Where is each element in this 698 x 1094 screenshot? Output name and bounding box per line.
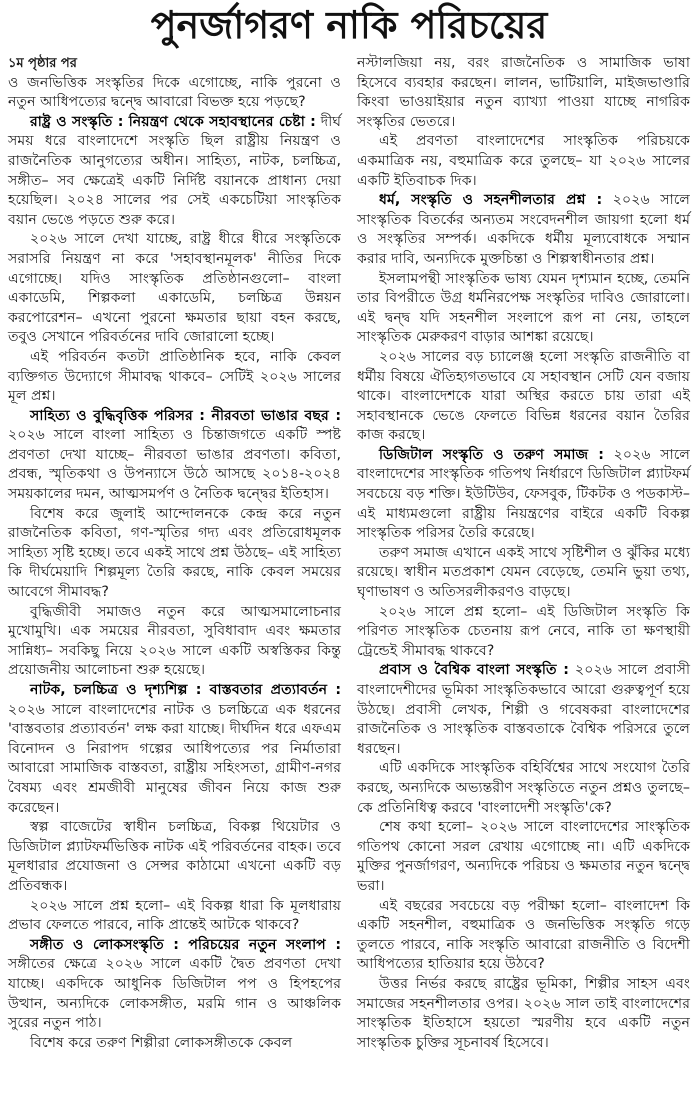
paragraph-text: এই বছরের সবচেয়ে বড় পরীক্ষা হলো– বাংলাদেশ কি একটি সহনশীল, বহুমাত্রিক ও জনভিত্তিক সংস্কৃতি গড়ে তুলতে পারবে, নাকি সংস্কৃতি আবারো রাজনীতি ও বিদেশী আধিপত্যের হাতিয়ার হয়ে উঠবে? [357,897,690,973]
article-paragraph [8,603,341,681]
headline: পুনর্জাগরণ নাকি পরিচয়ের [150,3,548,47]
paragraph-text: স্বল্প বাজেটের স্বাধীন চলচ্চিত্র, বিকল্প থিয়েটার ও ডিজিটাল প্ল্যাটফর্মভিত্তিক নাটক এই পরিবর্তনের বাহক। তবে মূলধারার প্রযোজনা ও সেন্সর কাঠামো এখনো একটি বড় প্রতিবন্ধক। [8,819,341,894]
section-subheading: ধর্ম, সংস্কৃতি ও সহনশীলতার প্রশ্ন : [379,192,603,209]
paragraph-text: বুদ্ধিজীবী সমাজও নতুন করে আত্মসমালোচনার মুখোমুখি। এক সময়ের নীরবতা, সুবিধাবাদ এবং ক্ষমতার সান্নিধ্য– সবকিছু নিয়ে ২০২৬ সালে একটি অস্বস্তিকর কিন্তু প্রয়োজনীয় আলোচনা শুরু হয়েছে। [8,603,341,679]
paragraph-text: ২০২৬ সালে প্রশ্ন হলো– এই ডিজিটাল সংস্কৃতি কি পরিণত সাংস্কৃতিক চেতনায় রূপ নেবে, নাকি তা ক্ষণস্থায়ী ট্রেন্ডেই সীমাবদ্ধ থাকবে? [357,603,690,659]
article-paragraph [357,975,690,1053]
article-paragraph [357,54,690,132]
paragraph-text: দীর্ঘ সময় ধরে বাংলাদেশে সংস্কৃতি ছিল রাষ্ট্রীয় নিয়ন্ত্রণ ও রাজনৈতিক আনুগত্যের অধীন। সাহিত্য, নাটক, চলচ্চিত্র, সঙ্গীত– সব ক্ষেত্রেই একটি নির্দিষ্ট বয়ানকে প্রাধান্য দেয়া হয়েছিল। ২০২৪ সালের পর সেই একচেটিয়া সাংস্কৃতিক বয়ান ভেঙে পড়তে শুরু করে। [8,113,342,228]
paragraph-text: ও জনভিত্তিক সংস্কৃতির দিকে এগোচ্ছে, নাকি পুরনো ও নতুন আধিপত্যের দ্বন্দ্বে আবারো বিভক্ত হয়ে পড়ছে? [8,74,341,111]
section-subheading: সঙ্গীত ও লোকসংস্কৃতি : পরিচয়ের নতুন সংলাপ : [30,936,341,953]
section-subheading: ডিজিটাল সংস্কৃতি ও তরুণ সমাজ : [379,446,604,463]
paragraph-text: ইসলামপন্থী সাংস্কৃতিক ভাষ্য যেমন দৃশ্যমান হচ্ছে, তেমনি তার বিপরীতে উগ্র ধর্মনিরপেক্ষ সংস্কৃতির দাবিও জোরালো। এই দ্বন্দ্ব যদি সহনশীল সংলাপে রূপ না নেয়, তাহলে সাংস্কৃতিক মেরুকরণ বাড়ার আশঙ্কা রয়েছে। [357,270,690,346]
paragraph-text: শেষ কথা হলো– ২০২৬ সালে বাংলাদেশের সাংস্কৃতিক গতিপথ কোনো সরল রেখায় এগোচ্ছে না। এটি একদিকে মুক্তির পুনর্জাগরণ, অন্যদিকে পরিচয় ও ক্ষমতার নতুন দ্বন্দ্বে ভরা। [357,819,690,894]
article-paragraph [357,661,690,759]
paragraph-text: ২০২৬ সালে সাংস্কৃতিক বিতর্কের অন্যতম সংবেদনশীল জায়গা হলো ধর্ম ও সংস্কৃতির সম্পর্ক। একদিকে ধর্মীয় মূল্যবোধকে সম্মান করার দাবি, অন্যদিকে মুক্তচিন্তা ও শিল্পস্বাধীনতার প্রশ্ন। [357,192,690,267]
section-subheading: রাষ্ট্র ও সংস্কৃতি : নিয়ন্ত্রণ থেকে সহাবস্থানের চেষ্টা : [30,113,316,130]
article-body [0,52,698,1053]
article-paragraph [8,407,341,505]
paragraph-text: এই প্রবণতা বাংলাদেশের সাংস্কৃতিক পরিচয়কে একমাত্রিক নয়, বহুমাত্রিক করে তুলছে– যা ২০২৬ সালের একটি ইতিবাচক দিক। [357,133,690,189]
article-paragraph [8,936,341,1034]
article-column-right [357,54,690,1053]
paragraph-text: এটি একদিকে সাংস্কৃতিক বহির্বিশ্বের সাথে সংযোগ তৈরি করছে, অন্যদিকে অভ্যন্তরীণ সংস্কৃতিতে নতুন প্রশ্নও তুলছে– কে প্রতিনিধিত্ব করবে 'বাংলাদেশী সংস্কৃতি'কে? [357,760,690,816]
article-paragraph [8,113,341,231]
article-column-left [8,54,341,1053]
paragraph-text: ২০২৬ সালে বাংলাদেশের সাংস্কৃতিক গতিপথ নির্ধারণে ডিজিটাল প্ল্যাটফর্ম সবচেয়ে বড় শক্তি। ইউটিউব, ফেসবুক, টিকটক ও পডকাস্ট– এই মাধ্যমগুলো রাষ্ট্রীয় নিয়ন্ত্রণের বাইরে একটি বিকল্প সাংস্কৃতিক পরিসর তৈরি করেছে। [357,446,691,542]
article-paragraph [357,544,690,603]
article-paragraph [8,230,341,348]
article-paragraph [8,54,341,74]
article-paragraph [357,348,690,446]
article-paragraph [357,897,690,975]
article-paragraph [8,74,341,113]
paragraph-text: নস্টালজিয়া নয়, বরং রাজনৈতিক ও সামাজিক ভাষা হিসেবে ব্যবহার করছেন। লালন, ভাটিয়ালি, মাইজভাণ্ডারি কিংবা ভাওয়াইয়ার নতুন ব্যাখ্যা পাওয়া যাচ্ছে নাগরিক সংস্কৃতির ভেতরে। [357,55,690,130]
article-paragraph [8,818,341,896]
paragraph-text: ২০২৬ সালে দেখা যাচ্ছে, রাষ্ট্র ধীরে ধীরে সংস্কৃতিকে সরাসরি নিয়ন্ত্রণ না করে 'সহাবস্থানমূলক' নীতির দিকে এগোচ্ছে। যদিও সাংস্কৃতিক প্রতিষ্ঠানগুলো– বাংলা একাডেমি, শিল্পকলা একাডেমি, চলচ্চিত্র উন্নয়ন করপোরেশন– এখনো পুরনো ক্ষমতার ছায়া বহন করছে, তবুও সেখানে পরিবর্তনের দাবি জোরালো হচ্ছে। [8,231,341,346]
paragraph-text: সঙ্গীতের ক্ষেত্রে ২০২৬ সালে একটি দ্বৈত প্রবণতা দেখা যাচ্ছে। একদিকে আধুনিক ডিজিটাল পপ ও হিপহপের উত্থান, অন্যদিকে লোকসঙ্গীত, মরমি গান ও আঞ্চলিক সুরের নতুন পাঠ। [8,956,341,1032]
article-paragraph [357,446,690,544]
paragraph-text: ২০২৬ সালের বড় চ্যালেঞ্জ হলো সংস্কৃতি রাজনীতি বা ধর্মীয় বিষয়ে ঐতিহ্যগতভাবে যে সহাবস্থান সেটি যেন বজায় থাকে। বাংলাদেশকে যারা অস্থির করতে চায় তারা এই সহাবস্থানকে ভেঙে ফেলতে বিভিন্ন ধরনের বয়ান তৈরির কাজ করছে। [357,348,690,444]
article-paragraph [357,191,690,269]
paragraph-text: উত্তর নির্ভর করছে রাষ্ট্রের ভূমিকা, শিল্পীর সাহস এবং সমাজের সহনশীলতার ওপর। ২০২৬ সাল তাই বাংলাদেশের সাংস্কৃতিক ইতিহাসে হয়তো স্মরণীয় হবে একটি নতুন সাংস্কৃতিক চুক্তির সূচনাবর্ষ হিসেবে। [357,975,690,1051]
article-paragraph [357,270,690,348]
paragraph-text: ২০২৬ সালে প্রবাসী বাংলাদেশীদের ভূমিকা সাংস্কৃতিকভাবে আরো গুরুত্বপূর্ণ হয়ে উঠছে। প্রবাসী লেখক, শিল্পী ও গবেষকরা বাংলাদেশের রাজনৈতিক ও সাংস্কৃতিক বাস্তবতাকে বৈশ্বিক পরিসরে তুলে ধরছেন। [357,662,691,757]
article-paragraph [357,759,690,818]
article-paragraph [8,1034,341,1054]
article-paragraph [357,818,690,896]
article-paragraph [8,897,341,936]
article-paragraph [8,348,341,407]
paragraph-text: ২০২৬ সালে বাংলা সাহিত্য ও চিন্তাজগতে একটি স্পষ্ট প্রবণতা দেখা যাচ্ছে– নীরবতা ভাঙার প্রবণতা। কবিতা, প্রবন্ধ, স্মৃতিকথা ও উপন্যাসে উঠে আসছে ২০১৪-২০২৪ সময়কালের দমন, আত্মসমর্পণ ও নৈতিক দ্বন্দ্বের ইতিহাস। [8,427,341,503]
section-subheading: নাটক, চলচ্চিত্র ও দৃশ্যশিল্প : বাস্তবতার প্রত্যাবর্তন : [30,682,341,698]
paragraph-text: তরুণ সমাজ এখানে একই সাথে সৃষ্টিশীল ও ঝুঁকির মধ্যে রয়েছে। স্বাধীন মতপ্রকাশ যেমন বেড়েছে, তেমনি ভুয়া তথ্য, ঘৃণাভাষণ ও অতিসরলীকরণও বাড়ছে। [357,544,690,601]
article-paragraph [357,603,690,662]
paragraph-text: ২০২৬ সালে বাংলাদেশের নাটক ও চলচ্চিত্রে এক ধরনের 'বাস্তবতার প্রত্যাবর্তন' লক্ষ করা যাচ্ছে। দীর্ঘদিন ধরে এফএম বিনোদন ও নিরাপদ গল্পের আধিপত্যের পর নির্মাতারা আবারো সামাজিক বাস্তবতা, রাষ্ট্রীয় সহিংসতা, গ্রামীণ-নগর বৈষম্য এবং শ্রমজীবী মানুষের জীবন নিয়ে কাজ শুরু করেছেন। [8,701,341,816]
section-subheading: প্রবাস ও বৈশ্বিক বাংলা সংস্কৃতি : [379,662,569,679]
paragraph-text: ২০২৬ সালে প্রশ্ন হলো– এই বিকল্প ধারা কি মূলধারায় প্রভাব ফেলতে পারবে, নাকি প্রান্তেই আটকে থাকবে? [8,897,341,934]
paragraph-text: বিশেষ করে তরুণ শিল্পীরা লোকসঙ্গীতকে কেবল [30,1034,293,1051]
article-paragraph [357,132,690,191]
paragraph-text: বিশেষ করে জুলাই আন্দোলনকে কেন্দ্র করে নতুন রাজনৈতিক কবিতা, গণ-স্মৃতির গদ্য এবং প্রতিরোধমূলক সাহিত্য সৃষ্টি হচ্ছে। তবে একই সাথে প্রশ্ন উঠছে– এই সাহিত্য কি দীর্ঘমেয়াদি শিল্পমূল্য তৈরি করছে, নাকি কেবল সময়ের আবেগে সীমাবদ্ধ? [8,505,341,601]
article-paragraph [8,505,341,603]
article-paragraph [8,681,341,818]
section-subheading: সাহিত্য ও বুদ্ধিবৃত্তিক পরিসর : নীরবতা ভাঙার বছর : [30,407,341,424]
paragraph-text: এই পরিবর্তন কতটা প্রাতিষ্ঠানিক হবে, নাকি কেবল ব্যক্তিগত উদ্যোগে সীমাবদ্ধ থাকবে– সেটিই ২০২৬ সালের মূল প্রশ্ন। [8,348,341,405]
continued-from-label: ১ম পৃষ্ঠার পর [8,56,77,71]
